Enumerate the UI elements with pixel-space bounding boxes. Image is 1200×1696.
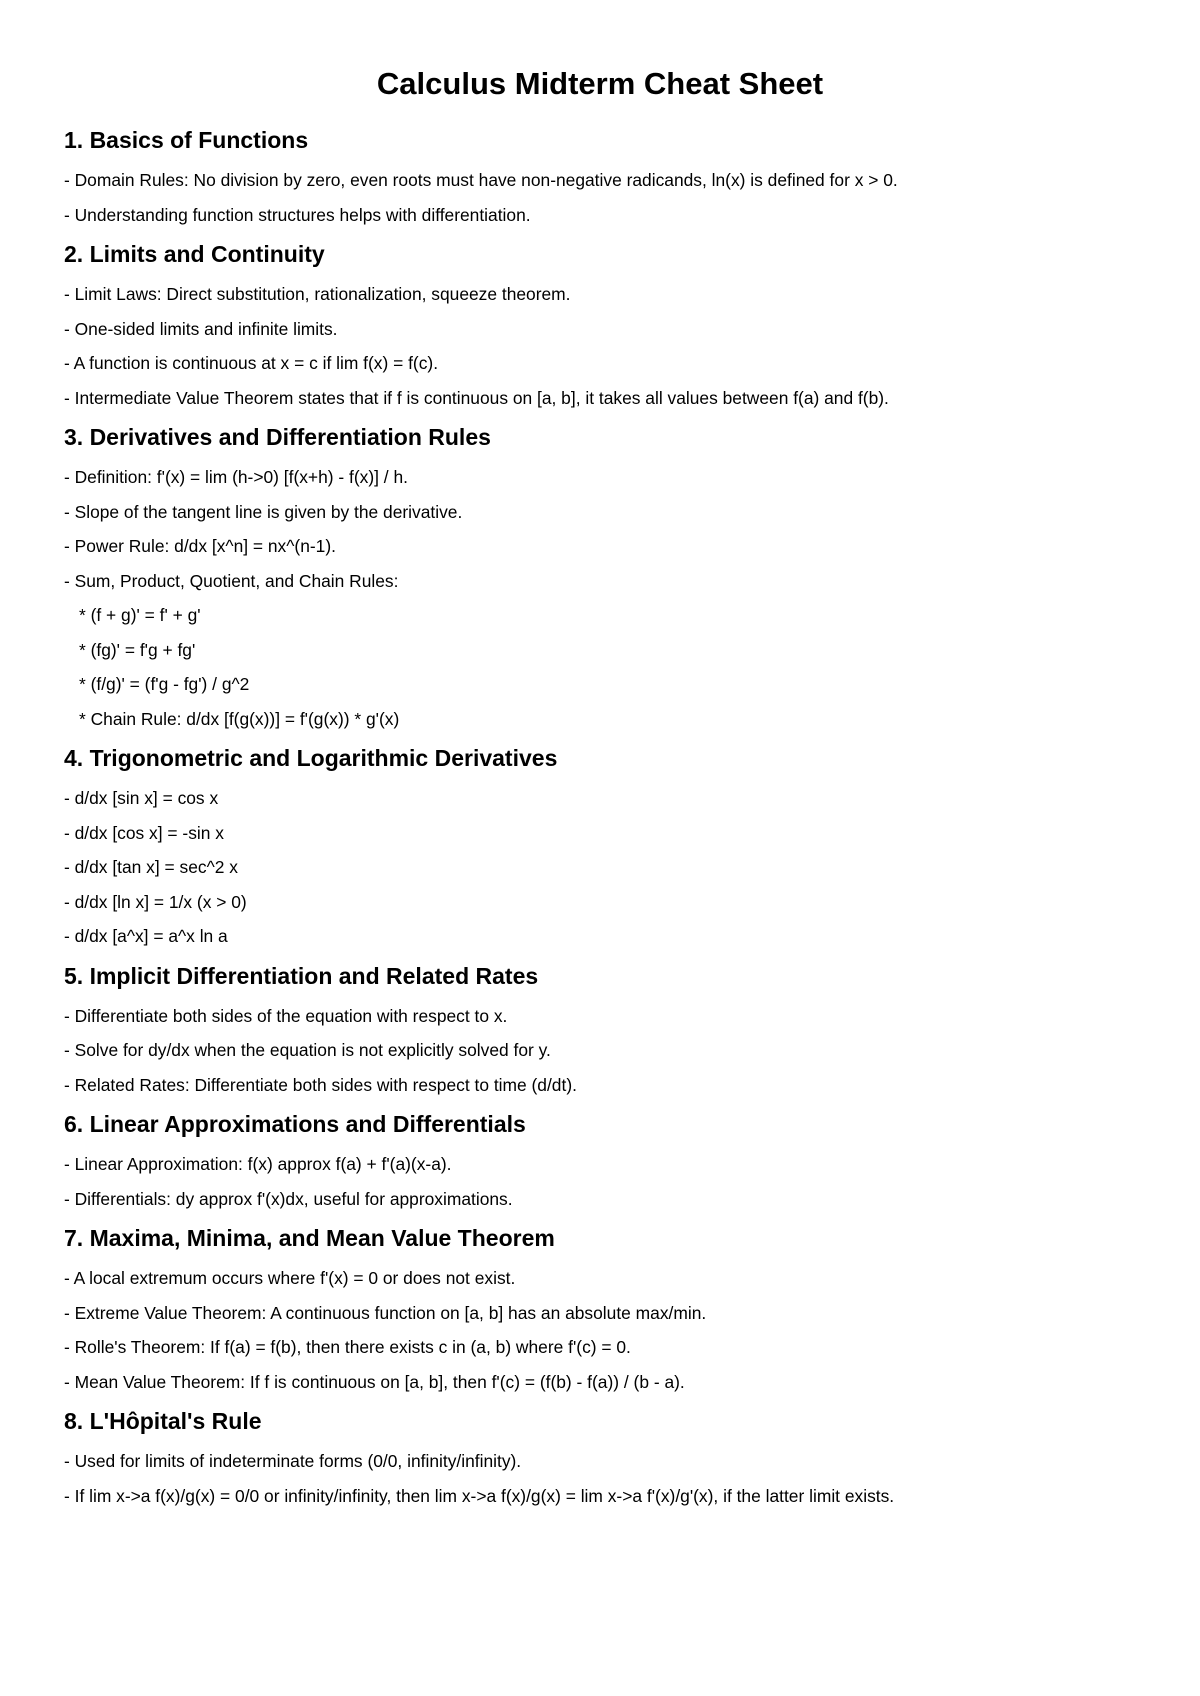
section-1 — [64, 124, 1136, 232]
list-item: - A local extremum occurs where f'(x) = 0 or does not exist. — [64, 1268, 516, 1288]
section-3 — [64, 421, 1136, 736]
list-item: - d/dx [sin x] = cos x — [64, 788, 219, 808]
list-item: - One-sided limits and infinite limits. — [64, 318, 338, 339]
list-item: - Used for limits of indeterminate forms (0/0, infinity/infinity). — [64, 1451, 522, 1471]
page-title: Calculus Midterm Cheat Sheet — [376, 66, 824, 101]
list-item: - Differentials: dy approx f'(x)dx, useful for approximations. — [64, 1188, 513, 1209]
list-item: - Domain Rules: No division by zero, even roots must have non-negative radicands, ln(x) is defined for x > 0. — [64, 170, 898, 190]
section-6 — [64, 1108, 1136, 1216]
sub-list-item: * (fg)' = f'g + fg' — [79, 639, 196, 660]
section-heading: 4. Trigonometric and Logarithmic Derivatives — [64, 745, 558, 771]
section-heading: 7. Maxima, Minima, and Mean Value Theorem — [64, 1225, 555, 1251]
list-item: - Limit Laws: Direct substitution, rationalization, squeeze theorem. — [64, 284, 571, 304]
sections-container — [64, 124, 1136, 1513]
section-heading: 5. Implicit Differentiation and Related Rates — [64, 962, 539, 989]
sub-list-item: * Chain Rule: d/dx [f(g(x))] = f'(g(x)) * g'(x) — [79, 708, 400, 729]
list-item: - Power Rule: d/dx [x^n] = nx^(n-1). — [64, 536, 336, 556]
section-heading: 8. L'Hôpital's Rule — [64, 1408, 262, 1434]
list-item: - A function is continuous at x = c if lim f(x) = f(c). — [64, 353, 439, 373]
section-5 — [64, 960, 1136, 1103]
list-item: - Related Rates: Differentiate both sides with respect to time (d/dt). — [64, 1074, 577, 1095]
section-lines — [64, 460, 1136, 736]
list-item: - d/dx [a^x] = a^x ln a — [64, 926, 228, 946]
list-item: - Linear Approximation: f(x) approx f(a) + f'(a)(x-a). — [64, 1154, 452, 1174]
sub-list-item: * (f/g)' = (f'g - fg') / g^2 — [79, 674, 250, 694]
section-lines — [64, 1147, 1136, 1216]
list-item: - Definition: f'(x) = lim (h->0) [f(x+h) - f(x)] / h. — [64, 467, 408, 487]
list-item: - d/dx [ln x] = 1/x (x > 0) — [64, 891, 247, 912]
list-item: - Intermediate Value Theorem states that if f is continuous on [a, b], it takes all values between f(a) and f(b). — [64, 387, 889, 408]
section-8 — [64, 1405, 1136, 1513]
list-item: - Differentiate both sides of the equation with respect to x. — [64, 1005, 508, 1026]
section-4 — [64, 742, 1136, 954]
list-item: - Mean Value Theorem: If f is continuous on [a, b], then f'(c) = (f(b) - f(a)) / (b - a). — [64, 1371, 685, 1392]
section-heading: 2. Limits and Continuity — [64, 241, 325, 267]
section-heading: 1. Basics of Functions — [64, 127, 309, 153]
list-item: - If lim x->a f(x)/g(x) = 0/0 or infinity/infinity, then lim x->a f(x)/g(x) = lim x->a f'(x)/g'(x), if the latter limit exists. — [64, 1485, 895, 1506]
list-item: - Understanding function structures helps with differentiation. — [64, 204, 531, 225]
section-lines — [64, 163, 1136, 232]
list-item: - Sum, Product, Quotient, and Chain Rules: — [64, 570, 399, 591]
list-item: - d/dx [tan x] = sec^2 x — [64, 857, 238, 877]
list-item: - Solve for dy/dx when the equation is not explicitly solved for y. — [64, 1040, 551, 1060]
section-lines — [64, 277, 1136, 415]
section-heading: 3. Derivatives and Differentiation Rules — [64, 424, 491, 450]
list-item: - Extreme Value Theorem: A continuous function on [a, b] has an absolute max/min. — [64, 1302, 707, 1323]
section-heading: 6. Linear Approximations and Differentials — [64, 1111, 526, 1137]
section-2 — [64, 238, 1136, 415]
list-item: - Rolle's Theorem: If f(a) = f(b), then there exists c in (a, b) where f'(c) = 0. — [64, 1337, 631, 1357]
list-item: - Slope of the tangent line is given by the derivative. — [64, 501, 463, 522]
section-lines — [64, 999, 1136, 1103]
section-lines — [64, 781, 1136, 954]
section-7 — [64, 1222, 1136, 1399]
list-item: - d/dx [cos x] = -sin x — [64, 822, 224, 843]
section-lines — [64, 1444, 1136, 1513]
section-lines — [64, 1261, 1136, 1399]
sub-list-item: * (f + g)' = f' + g' — [79, 605, 201, 625]
